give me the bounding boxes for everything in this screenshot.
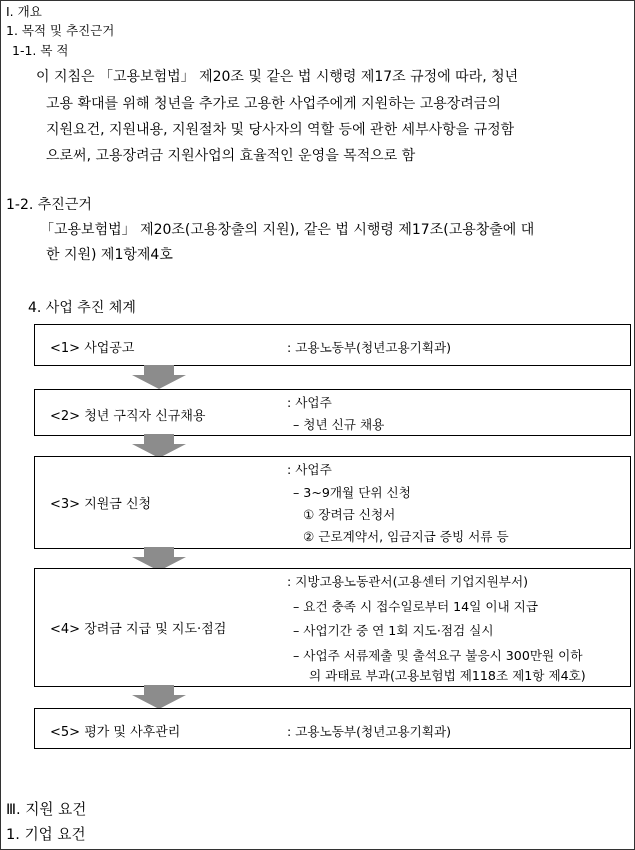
flow-step-detail: : 고용노동부(청년고용기획과) <box>287 724 452 739</box>
flow-step-detail: – 3~9개월 단위 신청 <box>293 485 411 500</box>
flow-step-label: <2> 청년 구직자 신규채용 <box>50 409 206 424</box>
subsection-heading-basis: 1-2. 추진근거 <box>6 197 92 213</box>
flow-step-detail: – 사업기간 중 연 1회 지도·점검 실시 <box>293 623 494 638</box>
flow-step-2 <box>34 389 631 436</box>
purpose-line: 고용 확대를 위해 청년을 추가로 고용한 사업주에게 지원하는 고용장려금의 <box>46 96 501 112</box>
flow-step-label: <1> 사업공고 <box>50 341 135 356</box>
section-heading: Ⅰ. 개요 <box>6 4 42 19</box>
flow-step-3 <box>34 456 631 549</box>
purpose-line: 이 지침은 「고용보험법」 제20조 및 같은 법 시행령 제17조 규정에 따라, 청년 <box>36 69 519 85</box>
flow-step-1 <box>34 324 631 366</box>
flow-step-detail: : 사업주 <box>287 395 332 410</box>
subsection-heading: 1. 목적 및 추진근거 <box>6 23 115 38</box>
flow-step-detail: : 고용노동부(청년고용기획과) <box>287 340 452 355</box>
subsection-heading-system: 4. 사업 추진 체계 <box>28 300 136 316</box>
purpose-line: 지원요건, 지원내용, 지원절차 및 당사자의 역할 등에 관한 세부사항을 규정함 <box>46 122 515 138</box>
basis-line: 한 지원) 제1항제4호 <box>46 247 173 263</box>
flow-step-detail: 의 과태료 부과(고용보험법 제118조 제1항 제4호) <box>309 668 586 683</box>
flow-step-detail: ② 근로계약서, 임금지급 증빙 서류 등 <box>303 529 509 544</box>
flow-step-4 <box>34 568 631 687</box>
flow-step-detail: ① 장려금 신청서 <box>303 507 396 522</box>
basis-line: 「고용보험법」 제20조(고용창출의 지원), 같은 법 시행령 제17조(고용창출에 대 <box>40 222 535 238</box>
subsection-heading: 1. 기업 요건 <box>6 826 86 843</box>
flow-step-detail: – 요건 충족 시 접수일로부터 14일 이내 지급 <box>293 599 538 614</box>
section-heading: Ⅲ. 지원 요건 <box>6 801 87 818</box>
flow-step-detail: – 사업주 서류제출 및 출석요구 불응시 300만원 이하 <box>293 648 583 663</box>
flow-step-5 <box>34 708 631 749</box>
subsection-heading-purpose: 1-1. 목 적 <box>12 43 69 58</box>
flow-step-label: <3> 지원금 신청 <box>50 497 152 512</box>
flow-step-detail: : 지방고용노동관서(고용센터 기업지원부서) <box>287 574 529 589</box>
purpose-line: 으로써, 고용장려금 지원사업의 효율적인 운영을 목적으로 함 <box>46 148 416 164</box>
flow-step-detail: – 청년 신규 채용 <box>293 417 385 432</box>
flow-step-detail: : 사업주 <box>287 462 332 477</box>
flow-step-label: <5> 평가 및 사후관리 <box>50 725 181 740</box>
flow-step-label: <4> 장려금 지급 및 지도·점검 <box>50 622 227 637</box>
